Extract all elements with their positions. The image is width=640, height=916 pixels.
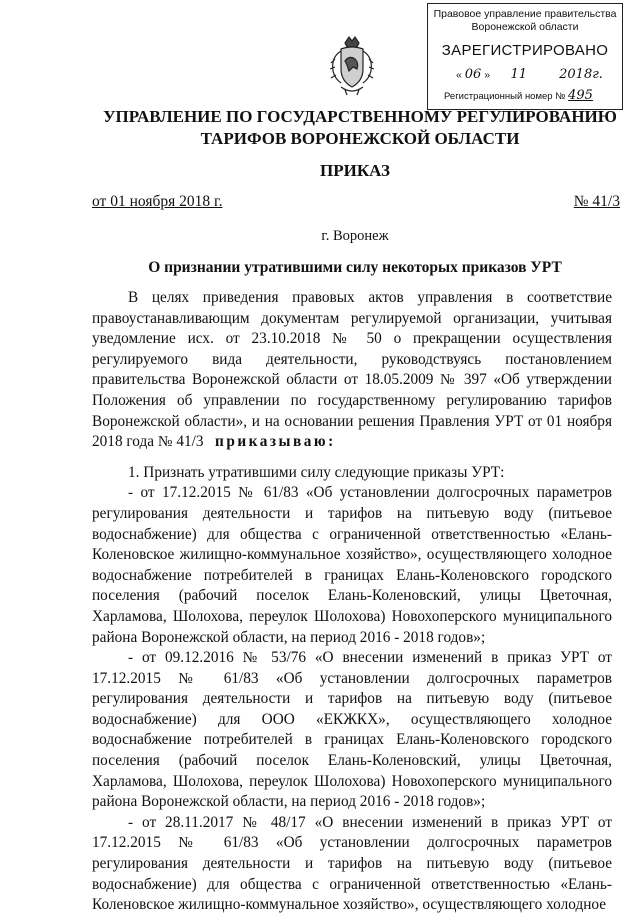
stamp-organization — [428, 8, 622, 34]
organization-line1: УПРАВЛЕНИЕ ПО ГОСУДАРСТВЕННОМУ РЕГУЛИРОВАНИЮ — [103, 107, 617, 126]
stamp-date-year: 2018г. — [559, 67, 603, 82]
registration-stamp — [427, 3, 623, 110]
stamp-date-close-quote: » — [484, 69, 491, 81]
stamp-date-day: 06 — [464, 67, 482, 82]
coat-of-arms-icon — [327, 35, 377, 97]
stamp-reg-number-value: 495 — [568, 88, 593, 103]
sub-item-3: - от 28.11.2017 № 48/17 «О внесении изменений в приказ УРТ от 17.12.2015 № 61/83 «Об установлении долгосрочных параметров регулирования деятельности и тарифов на питьевую воду (питьевое водоснабжение) для общества с ограниченной ответственностью «Елань-Коленовское жилищно-коммунальное хозяйство», осуществляющего холодное — [92, 813, 612, 914]
document-type: ПРИКАЗ — [320, 161, 390, 180]
order-number: № 41/3 — [573, 193, 620, 210]
city: г. Воронеж — [321, 228, 389, 244]
sub-item-2: - от 09.12.2016 № 53/76 «О внесении изменений в приказ УРТ от 17.12.2015 № 61/83 «Об установлении долгосрочных параметров регулирования деятельности и тарифов на питьевую воду (питьевое водоснабжение) для ООО «ЕКЖКХ», осуществляющего холодное водоснабжение потребителей в границах Елань-Коленовского городского поселения (рабочий поселок Елань-Коленовский, улицы Цветочная, Харламова, Шолохова, переулок Шолохова) Новохоперского муниципального района Воронежской области, на период 2016 - 2018 годов»; — [92, 649, 612, 811]
orders-word: приказываю: — [215, 433, 336, 451]
stamp-org-line2: Воронежской области — [471, 21, 579, 33]
stamp-date — [428, 67, 622, 82]
item-1: 1. Признать утратившими силу следующие приказы УРТ: — [128, 463, 505, 481]
preamble-paragraph — [92, 288, 612, 453]
preamble-text: В целях приведения правовых актов управления в соответствие правоустанавливающим документам регулируемой организации, учитывая уведомление исх. от 23.10.2018 № 50 о прекращении осуществления регулируемого вида деятельности, руководствуясь постановлением правительства Воронежской области от 18.05.2009 № 397 «Об утверждении Положения об управлении по государственному регулированию тарифов Воронежской области», и на основании решения Правления УРТ от 01 ноября 2018 года № 41/3 — [92, 289, 612, 451]
stamp-reg-number-label: Регистрационный номер № — [444, 91, 566, 102]
stamp-date-month: 11 — [510, 67, 528, 82]
sub-item-1: - от 17.12.2015 № 61/83 «Об установлении долгосрочных параметров регулирования деятельности и тарифов на питьевую воду (питьевое водоснабжение) для общества с ограниченной ответственностью «Елань-Коленовское жилищно-коммунальное хозяйство», осуществляющего холодное водоснабжение потребителей в границах Елань-Коленовского городского поселения (рабочий поселок Елань-Коленовский, улицы Цветочная, Харламова, Шолохова, переулок Шолохова) Новохоперского муниципального района Воронежской области, на период 2016 - 2018 годов»; — [92, 484, 612, 646]
stamp-registered-label: ЗАРЕГИСТРИРОВАНО — [441, 42, 609, 59]
stamp-date-open-quote: « — [456, 69, 462, 81]
stamp-reg-number — [428, 88, 622, 103]
organization-line2: ТАРИФОВ ВОРОНЕЖСКОЙ ОБЛАСТИ — [200, 129, 520, 148]
document-title: О признании утратившими силу некоторых приказов УРТ — [148, 259, 562, 276]
order-date: от 01 ноября 2018 г. — [92, 193, 223, 210]
stamp-org-line1: Правовое управление правительства — [433, 8, 617, 20]
document-body — [92, 288, 612, 916]
organization-name — [95, 106, 625, 150]
